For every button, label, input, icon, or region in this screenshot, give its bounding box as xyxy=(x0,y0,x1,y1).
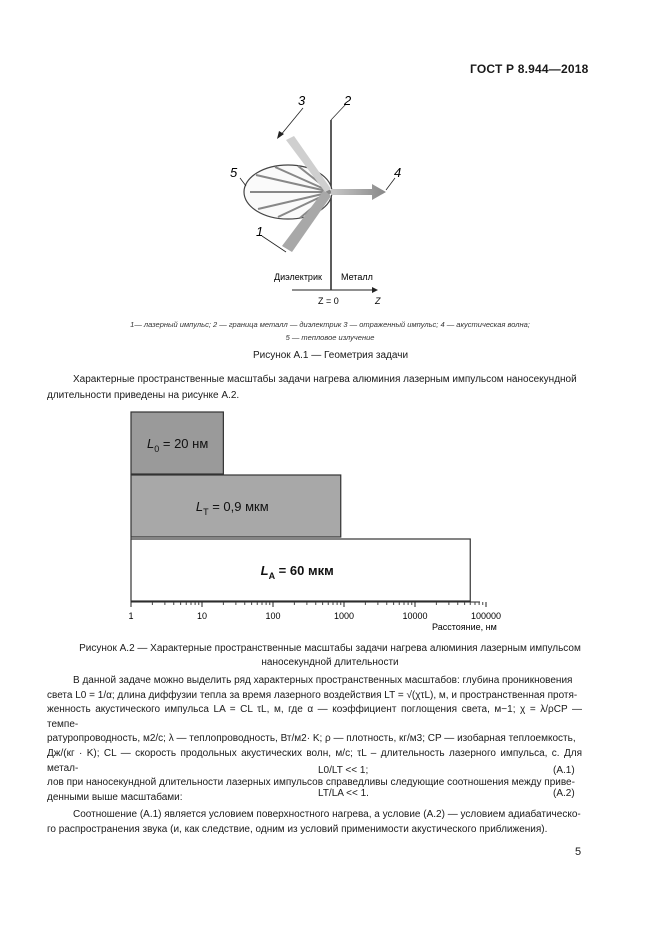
figure2-caption-line-1: Рисунок А.2 — Характерные пространственные масштабы задачи нагрева алюминия лазерным импульсом xyxy=(79,643,581,654)
standard-header: ГОСТ Р 8.944—2018 xyxy=(470,62,589,76)
label-1-leader xyxy=(262,236,286,252)
label-5-leader xyxy=(240,178,246,186)
page-number: 5 xyxy=(575,846,582,858)
metal-label: Металл xyxy=(341,272,373,282)
bar-label-0: $L_0 = 20$ нм xyxy=(147,436,209,454)
body-paragraph xyxy=(47,674,582,805)
equation-a1: L0/LT << 1; xyxy=(318,765,369,776)
body-line-2: света L0 = 1/α; длина диффузии тепла за время лазерного воздействия LT = √(χτL), м, и пространственная протя- xyxy=(47,689,578,701)
bar-label-A: $L_A = 60$ мкм xyxy=(260,563,334,581)
body-line-4: ратуропроводность, м2/с; λ — теплопроводность, Вт/м2· K; ρ — плотность, кг/м3; CP — изобарная теплоемкость, xyxy=(47,733,576,745)
intro-line-1: Характерные пространственные масштабы задачи нагрева алюминия лазерным импульсом наносекундной xyxy=(73,374,577,385)
tick-label: 10000 xyxy=(402,611,428,621)
intro-paragraph xyxy=(47,372,582,403)
label-4: 4 xyxy=(394,165,402,180)
label-2: 2 xyxy=(344,93,352,108)
label-3-leader xyxy=(280,108,303,136)
conclusion-line-1: Соотношение (А.1) является условием поверхностного нагрева, а условие (А.2) — условием адиабатическо- xyxy=(73,809,581,820)
tick-label: 1000 xyxy=(333,611,355,621)
tick-label: 100 xyxy=(265,611,281,621)
figure-geometry xyxy=(0,0,661,320)
z0-label: Z = 0 xyxy=(318,296,339,306)
label-1: 1 xyxy=(256,224,264,239)
label-5: 5 xyxy=(230,165,238,180)
legend-line-1: 1— лазерный импульс; 2 — граница металл — диэлектрик 3 — отраженный импульс; 4 — акустическая волна; xyxy=(130,320,530,329)
conclusion-line-2: го распространения звука (и, как следствие, одним из условий применимости акустического приближения). xyxy=(47,823,548,835)
tick-label: 100000 xyxy=(470,611,502,621)
body-line-1: В данной задаче можно выделить ряд характерных пространственных масштабов: глубина проникновения xyxy=(73,675,573,686)
body-line-3: женность акустического импульса LA = CL τL, м, где α — коэффициент поглощения света, м−1; χ = λ/ρCP — темпе- xyxy=(47,704,582,730)
tick-label: 1 xyxy=(128,611,134,621)
body-line-7: денными выше масштабами: xyxy=(47,791,183,803)
body-line-6: лов при наносекундной длительности лазерных импульсов справедливы следующие соотношения между приве- xyxy=(47,777,575,789)
acoustic-wave-arrow xyxy=(331,184,386,200)
figure1-caption: Рисунок А.1 — Геометрия задачи xyxy=(252,350,409,361)
equation-a2: LT/LA << 1. xyxy=(318,788,369,799)
dielectric-label: Диэлектрик xyxy=(274,272,322,282)
tick-label: 10 xyxy=(196,611,208,621)
intro-line-2: длительности приведены на рисунке А.2. xyxy=(47,389,240,401)
conclusion-paragraph xyxy=(47,808,582,837)
figure2-caption-line-2: наносекундной длительности xyxy=(261,657,399,668)
equation-a2-number: (A.2) xyxy=(553,788,575,799)
bar-label-T: $L_T = 0,9$ мкм xyxy=(195,499,269,517)
figure1-legend xyxy=(70,318,590,344)
label-3: 3 xyxy=(298,93,306,108)
scales-chart xyxy=(0,400,661,640)
equation-a1-number: (A.1) xyxy=(553,765,575,776)
z-axis-arrow-icon xyxy=(372,287,378,293)
figure2-caption xyxy=(55,642,605,670)
chart-x-label: Расстояние, нм xyxy=(432,622,497,632)
body-line-5: Дж/(кг · K); CL — скорость продольных акустических волн, м/с; τL – длительность лазерного импульса, с. Для метал- xyxy=(47,747,582,774)
legend-line-2: 5 — тепловое излучение xyxy=(285,333,375,342)
z-label: Z xyxy=(375,296,381,306)
